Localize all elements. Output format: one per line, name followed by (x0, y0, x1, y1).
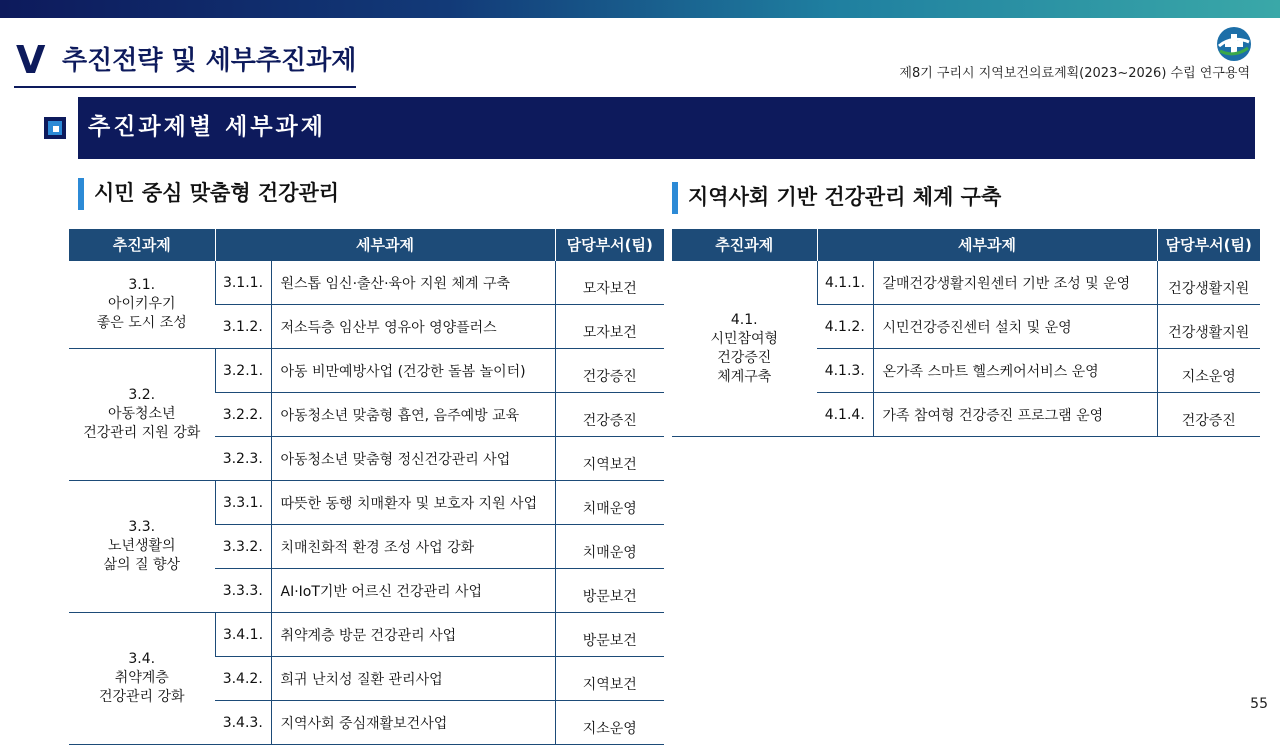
top-gradient-bar (0, 0, 1280, 18)
subtask-text: 아동청소년 맞춤형 정신건강관리 사업 (271, 437, 555, 481)
task-cell: 3.2. 아동청소년 건강관리 지원 강화 (69, 349, 215, 481)
column-header: 세부과제 (215, 229, 555, 261)
left-heading-text: 시민 중심 맞춤형 건강관리 (94, 181, 340, 205)
column-header: 세부과제 (817, 229, 1157, 261)
subtask-number: 4.1.2. (817, 305, 873, 349)
table-row (69, 613, 664, 657)
subtask-number: 3.4.1. (215, 613, 271, 657)
subtask-number: 3.3.1. (215, 481, 271, 525)
department: 방문보건 (555, 569, 664, 613)
column-header: 추진과제 (69, 229, 215, 261)
heading-accent-bar (672, 182, 678, 214)
subtask-number: 3.2.2. (215, 393, 271, 437)
subtask-number: 3.2.3. (215, 437, 271, 481)
subtask-text: 아동청소년 맞춤형 흡연, 음주예방 교육 (271, 393, 555, 437)
page-number: 55 (1250, 696, 1268, 712)
department: 건강증진 (555, 349, 664, 393)
section-banner (78, 97, 1255, 159)
subtask-text: 희귀 난치성 질환 관리사업 (271, 657, 555, 701)
department: 건강생활지원 (1157, 305, 1260, 349)
subtask-number: 3.1.1. (215, 261, 271, 305)
department: 치매운영 (555, 525, 664, 569)
department: 지소운영 (555, 701, 664, 745)
table-row (69, 481, 664, 525)
column-header: 추진과제 (672, 229, 817, 261)
subtask-text: 치매친화적 환경 조성 사업 강화 (271, 525, 555, 569)
subtask-number: 4.1.1. (817, 261, 873, 305)
subtask-text: 지역사회 중심재활보건사업 (271, 701, 555, 745)
subtask-text: 원스톱 임신·출산·육아 지원 체계 구축 (271, 261, 555, 305)
subtask-text: 갈매건강생활지원센터 기반 조성 및 운영 (873, 261, 1157, 305)
chapter-title: 추진전략 및 세부추진과제 (62, 46, 357, 76)
department: 모자보건 (555, 261, 664, 305)
department: 치매운영 (555, 481, 664, 525)
subtask-number: 3.4.2. (215, 657, 271, 701)
subtask-number: 4.1.3. (817, 349, 873, 393)
department: 방문보건 (555, 613, 664, 657)
subtask-number: 3.1.2. (215, 305, 271, 349)
right-heading-text: 지역사회 기반 건강관리 체계 구축 (688, 185, 1002, 209)
subtask-text: 가족 참여형 건강증진 프로그램 운영 (873, 393, 1157, 437)
subtask-text: AI·IoT기반 어르신 건강관리 사업 (271, 569, 555, 613)
right-task-table (672, 229, 1260, 437)
task-cell: 3.4. 취약계층 건강관리 강화 (69, 613, 215, 745)
task-cell: 4.1. 시민참여형 건강증진 체계구축 (672, 261, 817, 437)
banner-title: 추진과제별 세부과제 (88, 114, 326, 140)
subtask-number: 4.1.4. (817, 393, 873, 437)
document-title: 제8기 구리시 지역보건의료계획(2023~2026) 수립 연구용역 (899, 66, 1250, 81)
task-cell: 3.3. 노년생활의 삶의 질 향상 (69, 481, 215, 613)
square-marker-icon (44, 117, 66, 139)
heading-accent-bar (78, 178, 84, 210)
subtask-text: 시민건강증진센터 설치 및 운영 (873, 305, 1157, 349)
subtask-text: 아동 비만예방사업 (건강한 돌봄 놀이터) (271, 349, 555, 393)
department: 건강증진 (555, 393, 664, 437)
department: 지역보건 (555, 437, 664, 481)
subtask-text: 취약계층 방문 건강관리 사업 (271, 613, 555, 657)
department: 모자보건 (555, 305, 664, 349)
subtask-text: 저소득층 임산부 영유아 영양플러스 (271, 305, 555, 349)
chapter-underline (14, 86, 356, 88)
subtask-number: 3.2.1. (215, 349, 271, 393)
left-task-table (69, 229, 664, 745)
department: 건강증진 (1157, 393, 1260, 437)
subtask-text: 온가족 스마트 헬스케어서비스 운영 (873, 349, 1157, 393)
department: 지소운영 (1157, 349, 1260, 393)
column-header: 담당부서(팀) (555, 229, 664, 261)
table-row (69, 261, 664, 305)
column-header: 담당부서(팀) (1157, 229, 1260, 261)
department: 지역보건 (555, 657, 664, 701)
cross-circle-logo-icon (1216, 26, 1252, 62)
subtask-text: 따뜻한 동행 치매환자 및 보호자 지원 사업 (271, 481, 555, 525)
table-row (672, 261, 1260, 305)
table-row (69, 349, 664, 393)
subtask-number: 3.3.2. (215, 525, 271, 569)
chapter-numeral: V (16, 38, 46, 82)
task-cell: 3.1. 아이키우기 좋은 도시 조성 (69, 261, 215, 349)
department: 건강생활지원 (1157, 261, 1260, 305)
subtask-number: 3.4.3. (215, 701, 271, 745)
subtask-number: 3.3.3. (215, 569, 271, 613)
